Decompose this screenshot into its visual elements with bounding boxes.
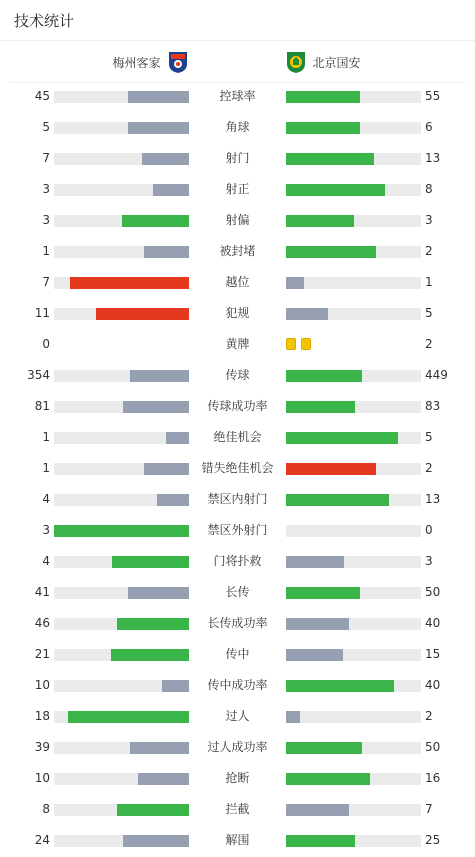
home-bar-fill <box>153 184 189 196</box>
away-value: 40 <box>425 678 441 692</box>
home-bar-fill <box>128 122 189 134</box>
home-value: 7 <box>42 151 50 165</box>
away-value: 3 <box>425 213 433 227</box>
away-value: 25 <box>425 833 441 847</box>
stat-label: 射门 <box>225 151 250 165</box>
away-bar-track <box>286 122 421 134</box>
stat-label: 被封堵 <box>219 244 256 258</box>
home-bar-fill <box>117 618 189 630</box>
away-value: 50 <box>425 740 441 754</box>
stat-row <box>0 112 475 143</box>
away-bar-track <box>286 91 421 103</box>
home-bar-track <box>54 277 189 289</box>
away-bar-fill <box>286 494 389 506</box>
home-bar-fill <box>128 587 189 599</box>
away-bar-fill <box>286 680 394 692</box>
home-value: 1 <box>42 244 50 258</box>
home-value: 1 <box>42 430 50 444</box>
home-bar-fill <box>157 494 189 506</box>
home-value: 4 <box>42 554 50 568</box>
away-value: 2 <box>425 461 433 475</box>
away-value: 13 <box>425 151 441 165</box>
home-team-crest-icon <box>167 50 189 74</box>
away-bar-track <box>286 277 421 289</box>
stat-label: 传中 <box>225 647 250 661</box>
away-bar-track <box>286 773 421 785</box>
home-bar-track <box>54 680 189 692</box>
stat-label: 错失绝佳机会 <box>201 461 274 475</box>
stat-row <box>0 236 475 267</box>
stat-row <box>0 732 475 763</box>
home-bar-track <box>54 649 189 661</box>
home-bar-fill <box>144 463 189 475</box>
home-bar-fill <box>128 91 189 103</box>
away-value: 5 <box>425 430 433 444</box>
away-bar-fill <box>286 649 343 661</box>
away-bar-track <box>286 618 421 630</box>
teams-header <box>10 41 465 83</box>
away-bar-fill <box>286 432 398 444</box>
home-value: 10 <box>34 678 50 692</box>
stat-row <box>0 825 475 856</box>
away-value: 13 <box>425 492 441 506</box>
stat-label: 门将扑救 <box>213 554 262 568</box>
stat-label: 禁区外射门 <box>207 523 268 537</box>
away-bar-fill <box>286 184 385 196</box>
away-bar-track <box>286 804 421 816</box>
stat-label: 绝佳机会 <box>213 430 262 444</box>
away-team-name: 北京国安 <box>312 55 361 70</box>
home-value: 18 <box>34 709 50 723</box>
home-bar-track <box>54 587 189 599</box>
away-value: 7 <box>425 802 433 816</box>
home-value: 0 <box>42 337 50 351</box>
away-bar-track <box>286 649 421 661</box>
yellow-card-icon <box>301 338 311 350</box>
home-bar-track <box>54 773 189 785</box>
away-bar-fill <box>286 835 355 847</box>
stat-row <box>0 298 475 329</box>
home-value: 5 <box>42 120 50 134</box>
away-bar-track <box>286 711 421 723</box>
away-value: 5 <box>425 306 433 320</box>
away-bar-track <box>286 680 421 692</box>
away-bar-track <box>286 587 421 599</box>
stat-label: 越位 <box>225 275 250 289</box>
home-bar-fill <box>117 804 189 816</box>
home-bar-track <box>54 463 189 475</box>
stat-row <box>0 670 475 701</box>
away-value: 55 <box>425 89 441 103</box>
away-bar-fill <box>286 463 376 475</box>
away-value: 1 <box>425 275 433 289</box>
home-bar-fill <box>122 215 190 227</box>
away-bar-fill <box>286 556 344 568</box>
away-value: 449 <box>425 368 448 382</box>
page-title: 技术统计 <box>14 11 75 30</box>
away-bar-fill <box>286 215 354 227</box>
stat-row <box>0 701 475 732</box>
yellow-card-icon <box>286 338 296 350</box>
home-value: 4 <box>42 492 50 506</box>
stat-label: 过人 <box>225 709 250 723</box>
stat-label: 控球率 <box>219 89 256 103</box>
home-bar-track <box>54 432 189 444</box>
away-value: 2 <box>425 244 433 258</box>
home-value: 41 <box>34 585 50 599</box>
away-bar-fill <box>286 401 355 413</box>
stat-row <box>0 422 475 453</box>
stat-label: 长传 <box>225 585 250 599</box>
home-bar-track <box>54 618 189 630</box>
away-bar-track <box>286 556 421 568</box>
away-bar-track <box>286 184 421 196</box>
home-bar-fill <box>130 370 189 382</box>
away-bar-fill <box>286 711 300 723</box>
stat-row <box>0 546 475 577</box>
away-bar-fill <box>286 153 374 165</box>
home-bar-fill <box>68 711 190 723</box>
home-value: 3 <box>42 213 50 227</box>
away-bar-track <box>286 432 421 444</box>
stat-label: 射正 <box>225 182 250 196</box>
home-bar-track <box>54 835 189 847</box>
away-value: 16 <box>425 771 441 785</box>
home-team-name: 梅州客家 <box>112 55 161 70</box>
away-bar-fill <box>286 618 349 630</box>
home-bar-track <box>54 370 189 382</box>
home-value: 3 <box>42 182 50 196</box>
home-value: 81 <box>34 399 50 413</box>
stat-row <box>0 453 475 484</box>
away-bar-track <box>286 308 421 320</box>
home-bar-track <box>54 308 189 320</box>
home-bar-track <box>54 91 189 103</box>
stat-row <box>0 267 475 298</box>
home-bar-track <box>54 184 189 196</box>
stat-row <box>0 577 475 608</box>
stat-row <box>0 639 475 670</box>
away-value: 50 <box>425 585 441 599</box>
home-value: 11 <box>34 306 50 320</box>
away-bar-track <box>286 835 421 847</box>
home-bar-track <box>54 556 189 568</box>
stat-label: 角球 <box>225 120 250 134</box>
away-team[interactable] <box>285 50 361 74</box>
away-bar-track <box>286 494 421 506</box>
home-bar-fill <box>111 649 189 661</box>
home-value: 10 <box>34 771 50 785</box>
stat-label: 长传成功率 <box>207 616 268 630</box>
stat-label: 拦截 <box>225 802 250 816</box>
home-bar-track <box>54 122 189 134</box>
stat-label: 传中成功率 <box>207 678 268 692</box>
away-bar-fill <box>286 246 376 258</box>
home-value: 3 <box>42 523 50 537</box>
away-bar-fill <box>286 742 362 754</box>
away-value: 15 <box>425 647 441 661</box>
home-value: 21 <box>34 647 50 661</box>
away-bar-fill <box>286 804 349 816</box>
home-bar-fill <box>112 556 189 568</box>
stat-label: 禁区内射门 <box>207 492 268 506</box>
away-bar-track <box>286 742 421 754</box>
stat-row <box>0 391 475 422</box>
away-bar-track <box>286 153 421 165</box>
home-bar-fill <box>142 153 189 165</box>
home-bar-fill <box>162 680 189 692</box>
stat-row <box>0 81 475 112</box>
stat-row <box>0 329 475 360</box>
stat-row <box>0 794 475 825</box>
home-team[interactable] <box>112 50 188 74</box>
stat-label: 抢断 <box>225 771 250 785</box>
away-value: 83 <box>425 399 441 413</box>
stat-label: 射偏 <box>225 213 250 227</box>
home-value: 1 <box>42 461 50 475</box>
away-bar-track <box>286 463 421 475</box>
home-bar-fill <box>123 401 189 413</box>
home-bar-track <box>54 494 189 506</box>
away-bar-fill <box>286 308 328 320</box>
stat-row <box>0 515 475 546</box>
home-value: 46 <box>34 616 50 630</box>
away-bar-track <box>286 525 421 537</box>
home-value: 7 <box>42 275 50 289</box>
away-bar-fill <box>286 91 360 103</box>
stat-label: 传球 <box>225 368 250 382</box>
home-bar-track <box>54 215 189 227</box>
stats-list <box>0 81 475 856</box>
home-bar-track <box>54 153 189 165</box>
away-bar-fill <box>286 122 360 134</box>
home-value: 45 <box>34 89 50 103</box>
stat-row <box>0 360 475 391</box>
stat-row <box>0 484 475 515</box>
home-value: 24 <box>34 833 50 847</box>
away-value: 2 <box>425 709 433 723</box>
home-bar-fill <box>54 525 189 537</box>
stat-row <box>0 174 475 205</box>
away-bar-fill <box>286 370 362 382</box>
away-value: 2 <box>425 337 433 351</box>
home-value: 39 <box>34 740 50 754</box>
stat-row <box>0 608 475 639</box>
home-bar-fill <box>166 432 189 444</box>
home-bar-fill <box>123 835 189 847</box>
home-bar-track <box>54 525 189 537</box>
stat-label: 黄牌 <box>225 337 250 351</box>
away-bar-track <box>286 215 421 227</box>
away-bar-fill <box>286 587 360 599</box>
stat-row <box>0 205 475 236</box>
away-value: 6 <box>425 120 433 134</box>
stat-label: 解围 <box>225 833 250 847</box>
away-team-crest-icon <box>285 50 307 74</box>
home-bar-fill <box>96 308 189 320</box>
away-value: 8 <box>425 182 433 196</box>
away-bar-track <box>286 401 421 413</box>
stat-label: 过人成功率 <box>207 740 268 754</box>
home-bar-fill <box>130 742 189 754</box>
away-bar-fill <box>286 773 370 785</box>
home-bar-track <box>54 742 189 754</box>
home-bar-track <box>54 246 189 258</box>
stat-row <box>0 143 475 174</box>
home-bar-track <box>54 401 189 413</box>
stat-label: 传球成功率 <box>207 399 268 413</box>
away-value: 0 <box>425 523 433 537</box>
home-bar-track <box>54 804 189 816</box>
home-value: 8 <box>42 802 50 816</box>
away-bar-track <box>286 370 421 382</box>
away-bar-fill <box>286 277 304 289</box>
home-value: 354 <box>27 368 50 382</box>
stat-row <box>0 763 475 794</box>
away-bar-track <box>286 246 421 258</box>
header <box>0 0 475 41</box>
home-bar-fill <box>144 246 189 258</box>
home-bar-fill <box>138 773 189 785</box>
away-cards <box>286 338 316 350</box>
away-value: 3 <box>425 554 433 568</box>
home-bar-track <box>54 711 189 723</box>
away-value: 40 <box>425 616 441 630</box>
stat-label: 犯规 <box>225 306 250 320</box>
home-bar-fill <box>70 277 189 289</box>
